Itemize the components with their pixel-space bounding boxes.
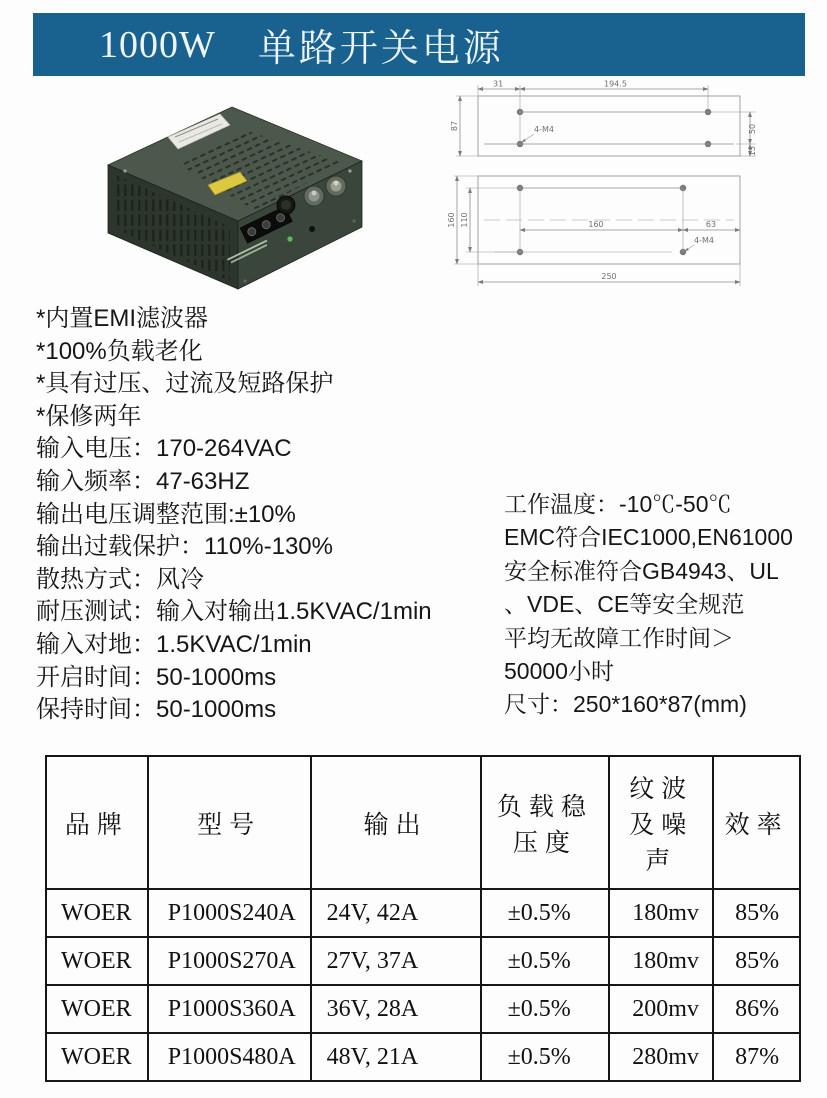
cell-output: 36V, 28A xyxy=(311,985,481,1033)
spec-line: 输入对地：1.5KVAC/1min xyxy=(36,630,312,658)
feature-line: *100%负载老化 xyxy=(36,337,203,365)
cell-regulation: ±0.5% xyxy=(481,937,610,985)
environment-spec-list xyxy=(504,488,824,722)
spec-line: 输入电压：170-264VAC xyxy=(36,435,292,463)
spec-line: 50000小时 xyxy=(504,658,614,685)
feature-line: *内置EMI滤波器 xyxy=(36,305,209,332)
product-photo xyxy=(80,93,382,295)
title-wattage: 1000W xyxy=(99,23,216,66)
dimension-drawing xyxy=(444,80,822,300)
cell-regulation: ±0.5% xyxy=(481,1033,610,1081)
spec-line: 输出电压调整范围:±10% xyxy=(36,500,296,528)
cell-ripple: 180mv xyxy=(609,889,713,937)
psu-switch-dot xyxy=(309,226,315,232)
spec-line: 平均无故障工作时间＞ xyxy=(504,624,734,651)
spec-line: 尺寸：250*160*87(mm) xyxy=(504,691,747,718)
drawing-plan-view xyxy=(447,176,740,286)
spec-line: EMC符合IEC1000,EN61000 xyxy=(504,524,793,551)
cell-efficiency: 87% xyxy=(713,1033,800,1081)
table-row xyxy=(46,985,800,1033)
dim-plan-hole-label: 4-M4 xyxy=(694,236,714,245)
spec-line: 开启时间：50-1000ms xyxy=(36,663,277,691)
table-row xyxy=(46,889,800,937)
spec-line: 安全标准符合GB4943、UL xyxy=(504,557,779,584)
dim-side-offset: 31 xyxy=(493,80,504,89)
col-header-model: 型号 xyxy=(148,756,311,889)
cell-model: P1000S240A xyxy=(148,889,311,937)
cell-regulation: ±0.5% xyxy=(481,985,610,1033)
spec-line: 工作温度：-10℃-50℃ xyxy=(504,491,732,517)
cell-ripple: 280mv xyxy=(609,1033,713,1081)
psu-binding-post-1 xyxy=(304,186,324,206)
col-header-efficiency: 效率 xyxy=(713,756,800,889)
col-header-regulation: 负载稳压度 xyxy=(481,756,610,889)
cell-output: 48V, 21A xyxy=(311,1033,481,1081)
col-header-ripple: 纹波及噪声 xyxy=(609,756,713,889)
page-title-bar xyxy=(33,13,805,76)
col-header-brand: 品牌 xyxy=(46,756,148,889)
psu-binding-post-2 xyxy=(326,176,346,196)
cell-output: 27V, 37A xyxy=(311,937,481,985)
dim-plan-outer: 160 xyxy=(447,212,456,228)
cell-efficiency: 85% xyxy=(713,937,800,985)
feature-line: *具有过压、过流及短路保护 xyxy=(36,370,334,398)
table-header-row xyxy=(46,756,800,889)
dim-side-spacing: 194.5 xyxy=(604,80,627,89)
cell-brand: WOER xyxy=(46,985,148,1033)
cell-model: P1000S480A xyxy=(148,1033,311,1081)
spec-line: 输入频率：47-63HZ xyxy=(36,467,250,495)
model-spec-table xyxy=(45,755,801,1082)
dim-side-right-upper: 50 xyxy=(748,123,757,135)
cell-model: P1000S270A xyxy=(148,937,311,985)
dim-side-right-lower: 15 xyxy=(748,145,757,157)
cell-ripple: 180mv xyxy=(609,937,713,985)
spec-line: 散热方式：风冷 xyxy=(36,565,204,593)
col-header-output: 输出 xyxy=(311,756,481,889)
spec-line: 输出过载保护：110%-130% xyxy=(36,533,333,561)
cell-efficiency: 85% xyxy=(713,889,800,937)
spec-line: 耐压测试：输入对输出1.5KVAC/1min xyxy=(36,598,432,626)
cell-brand: WOER xyxy=(46,889,148,937)
spec-line: 、VDE、CE等安全规范 xyxy=(504,591,745,618)
dim-plan-total: 250 xyxy=(601,272,617,281)
cell-output: 24V, 42A xyxy=(311,889,481,937)
table-row xyxy=(46,937,800,985)
spec-line: 保持时间：50-1000ms xyxy=(36,696,277,724)
cell-model: P1000S360A xyxy=(148,985,311,1033)
feature-list xyxy=(36,303,506,727)
dim-plan-spacing: 160 xyxy=(588,220,604,229)
cell-regulation: ±0.5% xyxy=(481,889,610,937)
dim-plan-right: 63 xyxy=(705,220,717,229)
dim-side-hole-label: 4-M4 xyxy=(534,125,554,134)
table-row xyxy=(46,1033,800,1081)
cell-ripple: 200mv xyxy=(609,985,713,1033)
cell-brand: WOER xyxy=(46,937,148,985)
dim-plan-inner: 110 xyxy=(460,212,469,228)
dim-side-height: 87 xyxy=(450,120,459,132)
cell-brand: WOER xyxy=(46,1033,148,1081)
drawing-side-view xyxy=(450,80,757,156)
feature-line: *保修两年 xyxy=(36,402,142,430)
cell-efficiency: 86% xyxy=(713,985,800,1033)
title-product-name: 单路开关电源 xyxy=(257,28,504,70)
psu-led xyxy=(287,236,292,241)
